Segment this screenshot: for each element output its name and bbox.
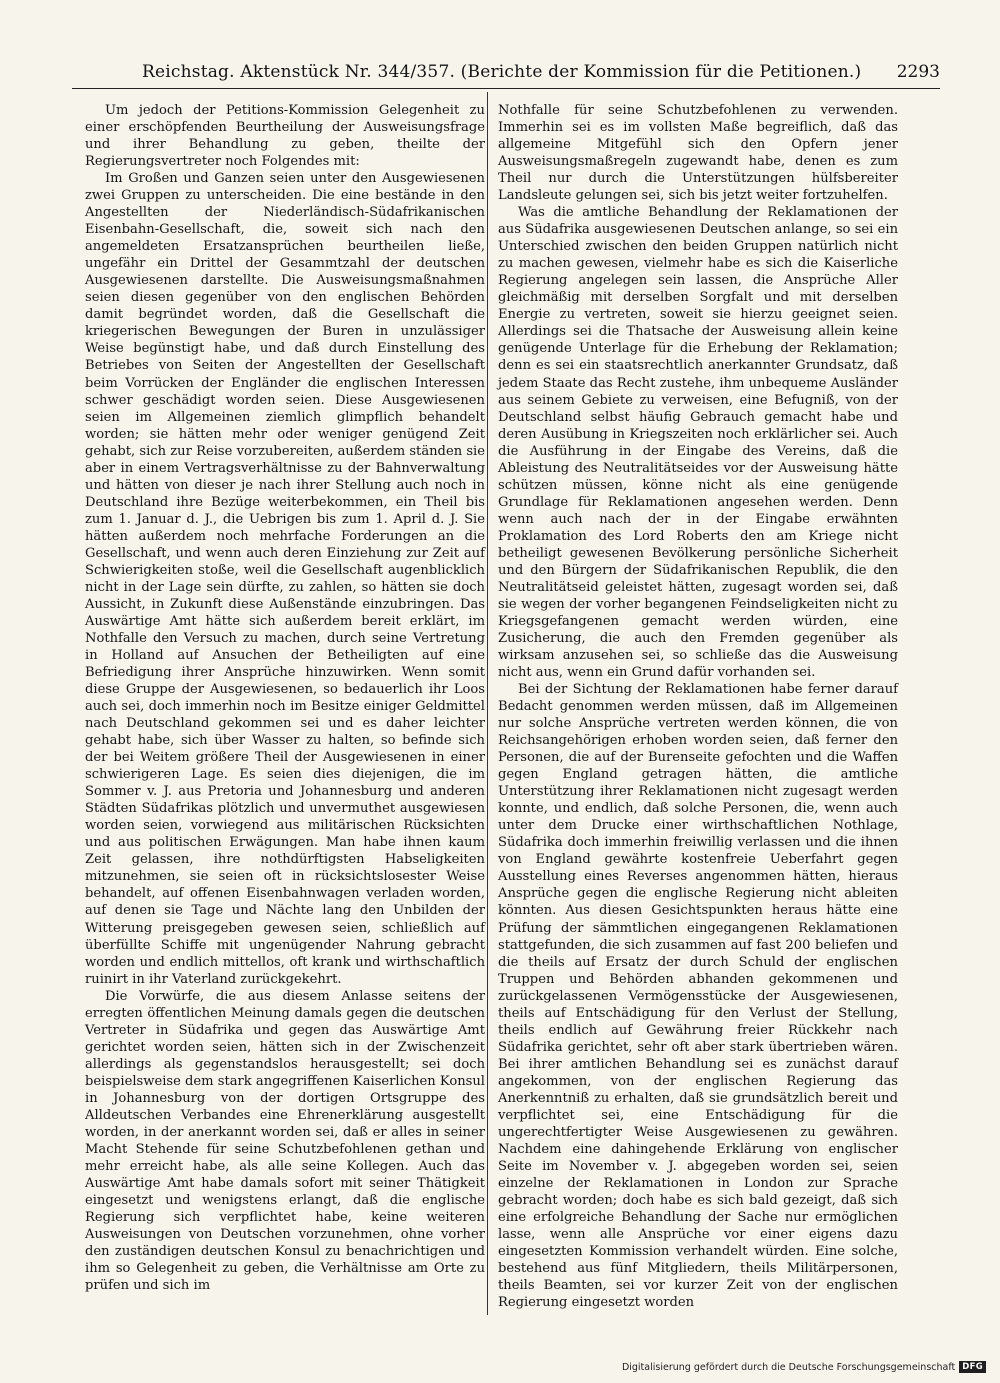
left-column [85,102,485,1294]
running-title: Reichstag. Aktenstück Nr. 344/357. (Berichte der Kommission für die Petitionen.) [142,62,862,82]
page-number: 2293 [896,62,940,82]
paragraph: Im Großen und Ganzen seien unter den Ausgewiesenen zwei Gruppen zu unterscheiden. Die eine bestände in den Angestellten der Niederländisch-Südafrikanischen Eisenbahn-Gesellschaft, die, soweit sich nach den angemeldeten Ersatzansprüchen beurtheilen ließe, ungefähr ein Drittel der Gesammtzahl der deutschen Ausgewiesenen darstellte. Die Ausweisungsmaßnahmen seien diesen gegenüber von den englischen Behörden damit begründet worden, daß die Gesellschaft die kriegerischen Bewegungen der Buren in unzulässiger Weise begünstigt habe, und daß durch Einstellung des Betriebes von Seiten der Angestellten der Gesellschaft beim Vorrücken der Engländer die englischen Interessen schwer geschädigt worden seien. Diese Ausgewiesenen seien im Allgemeinen ziemlich glimpflich behandelt worden; sie hätten mehr oder weniger genügend Zeit gehabt, sich zur Reise vorzubereiten, außerdem ständen sie aber in einem Vertragsverhältnisse zu der Bahnverwaltung und hätten von dieser je nach ihrer Stellung auch noch in Deutschland ihre Bezüge weiterbekommen, ein Theil bis zum 1. Januar d. J., die Uebrigen bis zum 1. April d. J. Sie hätten außerdem noch mehrfache Forderungen an die Gesellschaft, und wenn auch deren Einziehung zur Zeit auf Schwierigkeiten stoße, weil die Gesellschaft augenblicklich nicht in der Lage sein dürfte, zu zahlen, so hätten sie doch Aussicht, in Zukunft diese Außenstände einzubringen. Das Auswärtige Amt hätte sich außerdem bereit erklärt, im Nothfalle den Versuch zu machen, durch seine Vertretung in Holland auf Ansuchen der Betheiligten auf eine Befriedigung ihrer Ansprüche hinzuwirken. Wenn somit diese Gruppe der Ausgewiesenen, so bedauerlich ihr Loos auch sei, doch immerhin noch im Besitze einiger Geldmittel nach Deutschland gekommen sei und es daher leichter gehabt habe, sich über Wasser zu halten, so befinde sich der bei Weitem größere Theil der Ausgewiesenen in einer schwierigeren Lage. Es seien dies diejenigen, die im Sommer v. J. aus Pretoria und Johannesburg und anderen Städten Südafrikas plötzlich und unvermuthet ausgewiesen worden seien, vorwiegend aus militärischen Rücksichten und aus politischen Erwägungen. Man habe ihnen kaum Zeit gelassen, ihre nothdürftigsten Habseligkeiten mitzunehmen, sie seien oft in rücksichtslosester Weise behandelt, auf offenen Eisenbahnwagen verladen worden, auf denen sie Tage und Nächte lang den Unbilden der Witterung preisgegeben gewesen seien, schließlich auf überfüllte Schiffe mit ungenügender Nahrung gebracht worden und endlich mittellos, oft krank und wirthschaftlich ruinirt in ihr Vaterland zurückgekehrt. [85,171,485,987]
paragraph: Nothfalle für seine Schutzbefohlenen zu verwenden. Immerhin sei es im vollsten Maße begreiflich, daß das allgemeine Mitgefühl sich den Opfern jener Ausweisungsmaßregeln zugewandt habe, denen es zum Theil nur durch die Unterstützungen hülfsbereiter Landsleute gelungen sei, sich bis jetzt weiter fortzuhelfen. [498,103,898,204]
right-column [498,102,898,1311]
digitization-credit [622,1361,986,1373]
paragraph: Um jedoch der Petitions-Kommission Gelegenheit zu einer erschöpfenden Beurtheilung der Ausweisungsfrage und ihrer Behandlung zu geben, theilte der Regierungsvertreter noch Folgendes mit: [85,103,485,170]
paragraph: Bei der Sichtung der Reklamationen habe ferner darauf Bedacht genommen werden müssen, daß im Allgemeinen nur solche Ansprüche vertreten werden können, die von Reichsangehörigen erhoben worden seien, daß ferner den Personen, die auf der Burenseite gefochten und die Waffen gegen England getragen hätten, die amtliche Unterstützung ihrer Reklamationen nicht zugesagt werden konnte, und endlich, daß solche Personen, die, wenn auch unter dem Drucke einer wirthschaftlichen Nothlage, Südafrika doch immerhin freiwillig verlassen und die ihnen von England gewährte kostenfreie Ueberfahrt gegen Ausstellung eines Reverses angenommen hätten, hieraus Ansprüche gegen die englische Regierung nicht ableiten könnten. Aus diesen Gesichtspunkten heraus hätte eine Prüfung der sämmtlichen eingegangenen Reklamationen stattgefunden, die sich zusammen auf fast 200 beliefen und die theils auf Ersatz der durch Schuld der englischen Truppen und Behörden abhanden gekommenen und zurückgelassenen Vermögensstücke der Ausgewiesenen, theils auf Entschädigung für den Verlust der Stellung, theils endlich auf Gewährung freier Rückkehr nach Südafrika gerichtet, sehr oft aber stark übertrieben wären. Bei ihrer amtlichen Behandlung sei es zunächst darauf angekommen, von der englischen Regierung das Anerkenntniß zu erhalten, daß sie grundsätzlich bereit und verpflichtet sei, eine Entschädigung für die ungerechtfertigter Weise Ausgewiesenen zu gewähren. Nachdem eine dahingehende Erklärung von englischer Seite im November v. J. abgegeben worden sei, seien einzelne der Reklamationen in London zur Sprache gebracht worden; doch habe es sich bald gezeigt, daß sich eine erfolgreiche Behandlung der Sache nur ermöglichen lasse, wenn alle Ansprüche vor einer eigens dazu eingesetzten Kommission verhandelt würden. Eine solche, bestehend aus fünf Mitgliedern, theils Militärpersonen, theils Beamten, sei vor kurzer Zeit von der englischen Regierung eingesetzt worden [498,682,898,1311]
credit-text: Digitalisierung gefördert durch die Deutsche Forschungsgemeinschaft [621,1361,956,1373]
running-header [72,60,940,90]
column-divider [487,92,488,1315]
dfg-logo: DFG [959,1361,986,1373]
paragraph: Was die amtliche Behandlung der Reklamationen der aus Südafrika ausgewiesenen Deutschen anlange, so sei ein Unterschied zwischen den beiden Gruppen natürlich nicht zu machen gewesen, vielmehr habe es sich die Kaiserliche Regierung angelegen sein lassen, die Ansprüche Aller gleichmäßig mit derselben Sorgfalt und mit derselben Energie zu vertreten, soweit sie hierzu geeignet seien. Allerdings sei die Thatsache der Ausweisung allein keine genügende Unterlage für die Erhebung der Reklamation; denn es sei ein staatsrechtlich anerkannter Grundsatz, daß jedem Staate das Recht zustehe, ihm unbequeme Ausländer aus seinem Gebiete zu verweisen, eine Befugniß, von der Deutschland selbst häufig Gebrauch gemacht habe und deren Ausübung in Kriegszeiten noch erklärlicher sei. Auch die Ausführung in der Eingabe des Vereins, daß die Ableistung des Neutralitätseides vor der Ausweisung hätte schützen müssen, könne nicht als eine genügende Grundlage für Reklamationen angesehen werden. Denn wenn auch nach der in der Eingabe erwähnten Proklamation des Lord Roberts den am Kriege nicht betheiligt gewesenen Bevölkerung persönliche Sicherheit und den Bürgern der Südafrikanischen Republik, die den Neutralitätseid geleistet hätten, zugesagt worden sei, daß sie wegen der vorher begangenen Feindseligkeiten nicht zu Kriegsgefangenen gemacht werden würden, eine Zusicherung, die auch den Fremden gegenüber als wirksam anzusehen sei, so schließe das die Ausweisung nicht aus, wenn ein Grund dafür vorhanden sei. [498,205,898,681]
header-rule [72,88,940,89]
paragraph: Die Vorwürfe, die aus diesem Anlasse seitens der erregten öffentlichen Meinung damals gegen die deutschen Vertreter in Südafrika und gegen das Auswärtige Amt gerichtet worden seien, hätten sich in der Zwischenzeit allerdings als gegenstandslos herausgestellt; sei doch beispielsweise dem stark angegriffenen Kaiserlichen Konsul in Johannesburg von der dortigen Ortsgruppe des Alldeutschen Verbandes eine Ehrenerklärung ausgestellt worden, in der anerkannt worden sei, daß er alles in seiner Macht Stehende für seine Schutzbefohlenen gethan und mehr erreicht habe, als alle seine Kollegen. Auch das Auswärtige Amt habe damals sofort mit seiner Thätigkeit eingesetzt und wenigstens erlangt, daß die englische Regierung sich verpflichtet habe, keine weiteren Ausweisungen von Deutschen vorzunehmen, ohne vorher den zuständigen deutschen Konsul zu benachrichtigen und ihm so Gelegenheit zu geben, die Verhältnisse am Orte zu prüfen und sich im [85,988,485,1294]
